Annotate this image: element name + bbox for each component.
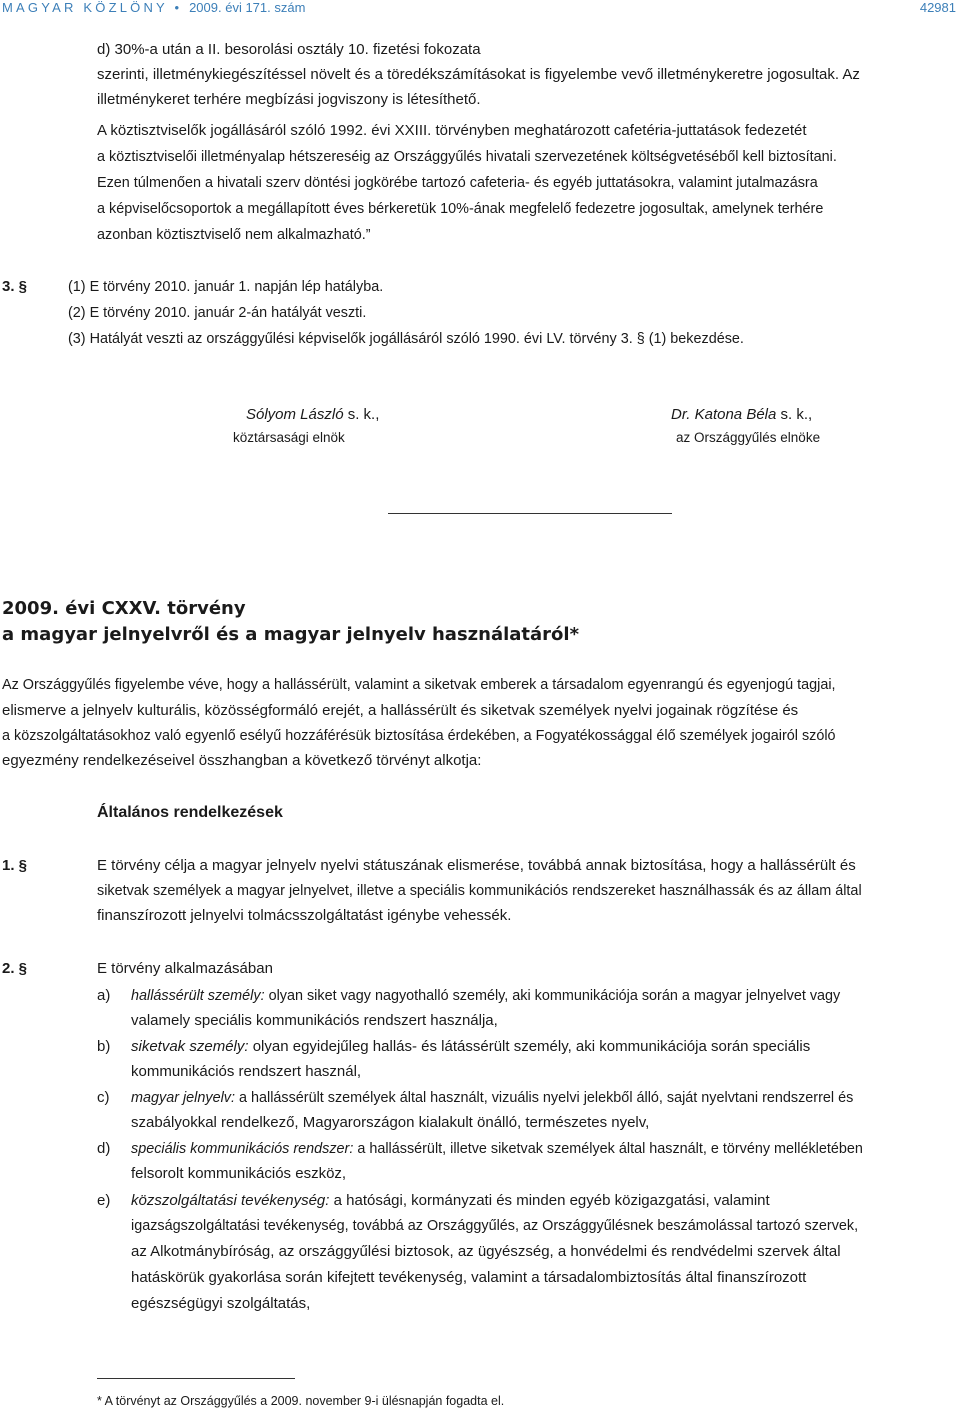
signatory-speaker-title: az Országgyűlés elnöke — [676, 430, 821, 445]
definition-line: felsorolt kommunikációs eszköz, — [131, 1165, 347, 1182]
definition-line — [131, 1137, 863, 1161]
definition-line: hatáskörük gyakorlása során kifejtett tevékenység, valamint a társadalombiztosítás által finanszírozott — [131, 1269, 807, 1286]
page-number: 42981 — [919, 0, 956, 15]
issue-number: 2009. évi 171. szám — [189, 0, 306, 15]
definition-line: egészségügyi szolgáltatás, — [131, 1295, 311, 1312]
benefits-line-1: Ezen túlmenően a hivatali szerv döntési jogkörébe tartozó cafeteria- és egyéb juttatásokra, valamint jutalmazásra — [97, 175, 818, 191]
definition-term: siketvak személy: — [131, 1038, 249, 1055]
signature-left — [246, 406, 379, 423]
section-1-line-3: finanszírozott jelnyelvi tolmácsszolgáltatást igénybe vehessék. — [97, 907, 512, 924]
signatory-speaker-suffix: s. k., — [776, 406, 813, 423]
cafeteria-line-2: a köztisztviselői illetményalap hétszereséig az Országgyűlés hivatali szervezetének költségvetéséből kell biztosítani. — [97, 149, 837, 165]
definition-term: közszolgáltatási tevékenység: — [131, 1192, 330, 1209]
section-3-para-2: (2) E törvény 2010. január 2-án hatályát veszti. — [68, 305, 367, 321]
running-header — [0, 0, 960, 22]
preamble-line-1: Az Országgyűlés figyelembe véve, hogy a hallássérült, valamint a siketvak emberek a társadalom egyenrangú és egyenjogú tagjai, — [2, 677, 836, 693]
section-2-intro: E törvény alkalmazásában — [97, 960, 273, 977]
definition-line — [131, 984, 840, 1008]
general-provisions-heading: Általános rendelkezések — [97, 804, 283, 821]
law-subtitle: a magyar jelnyelvről és a magyar jelnyelv használatáról* — [2, 624, 580, 645]
section-3-para-3: (3) Hatályát veszti az országgyűlési képviselők jogállásáról szóló 1990. évi LV. törvény 3. § (1) bekezdése. — [68, 331, 744, 347]
definition-line: valamely speciális kommunikációs rendszert használja, — [131, 1012, 498, 1029]
section-3-para-1: (1) E törvény 2010. január 1. napján lép hatályba. — [68, 279, 384, 295]
journal-header — [2, 0, 305, 15]
definition-line: igazságszolgáltatási tevékenység, továbbá az Országgyűlés, az Országgyűlésnek beszámolással tartozó szervek, — [131, 1218, 859, 1234]
signature-right — [671, 406, 812, 423]
definition-line: az Alkotmánybíróság, az országgyűlési biztosok, az ügyészség, a honvédelmi és rendvédelmi szervek által — [131, 1243, 841, 1260]
definition-letter: b) — [97, 1038, 111, 1055]
item-d-line-2: szerinti, illetménykiegészítéssel növelt és a töredékszámításokat is figyelembe vevő illetménykeretre jogosultak. Az — [97, 66, 860, 83]
signatory-president-title: köztársasági elnök — [233, 430, 345, 445]
footnote: * A törvényt az Országgyűlés a 2009. november 9-i ülésnapján fogadta el. — [97, 1394, 505, 1408]
separator-rule — [388, 513, 672, 514]
item-d-line-3: illetménykeret terhére megbízási jogviszony is létesíthető. — [97, 91, 481, 108]
section-1-number: 1. § — [2, 857, 28, 874]
definition-text: olyan siket vagy nagyothalló személy, aki kommunikációja során a magyar jelnyelvet vagy — [264, 988, 841, 1004]
definition-text: olyan egyidejűleg hallás- és látássérült személy, aki kommunikációja során speciális — [248, 1038, 811, 1055]
benefits-line-2: a képviselőcsoportok a megállapított éves bérkeretük 10%-ának megfelelő fedezetre jogosultak, amelynek terhére — [97, 201, 824, 217]
preamble-line-2: elismerve a jelnyelv kulturális, közösségformáló erejét, a hallássérült és siketvak személyek nyelvi jogainak rögzítése és — [2, 702, 799, 719]
signatory-speaker-name: Dr. Katona Béla — [671, 406, 777, 423]
definition-line: szabályokkal rendelkező, Magyarországon kialakult önálló, természetes nyelv, — [131, 1114, 650, 1131]
definition-term: hallássérült személy: — [131, 988, 265, 1004]
definition-term: magyar jelnyelv: — [131, 1090, 235, 1106]
definition-line — [131, 1086, 853, 1110]
definition-letter: c) — [97, 1089, 110, 1106]
signatory-president-name: Sólyom László — [246, 406, 344, 423]
definition-line: kommunikációs rendszert használ, — [131, 1063, 362, 1080]
preamble-line-4: egyezmény rendelkezéseivel összhangban a következő törvényt alkotja: — [2, 752, 482, 769]
benefits-line-3: azonban köztisztviselő nem alkalmazható.” — [97, 227, 371, 243]
bullet-icon: • — [174, 0, 183, 15]
footnote-rule — [97, 1378, 295, 1379]
journal-name: MAGYAR KÖZLÖNY — [2, 0, 168, 15]
section-1-line-2: siketvak személyek a magyar jelnyelvet, illetve a speciális kommunikációs rendszereket használhassák és az állam által — [97, 883, 862, 899]
definition-letter: a) — [97, 987, 111, 1004]
definition-line — [131, 1189, 770, 1213]
definition-text: a hallássérült személyek által használt, vizuális nyelvi jelekből álló, saját nyelvtani rendszerrel és — [234, 1090, 854, 1106]
definition-term: speciális kommunikációs rendszer: — [131, 1141, 354, 1157]
definition-letter: e) — [97, 1192, 111, 1209]
cafeteria-line-1: A köztisztviselők jogállásáról szóló 1992. évi XXIII. törvényben meghatározott cafetéria-juttatások fedezetét — [97, 122, 807, 139]
signatory-president-suffix: s. k., — [343, 406, 380, 423]
item-d-line-1: d) 30%-a után a II. besorolási osztály 10. fizetési fokozata — [97, 41, 481, 58]
section-2-number: 2. § — [2, 960, 28, 977]
definition-text: a hatósági, kormányzati és minden egyéb közigazgatási, valamint — [329, 1192, 770, 1209]
definition-line — [131, 1035, 810, 1059]
section-3-number: 3. § — [2, 278, 28, 295]
section-1-line-1: E törvény célja a magyar jelnyelv nyelvi státuszának elismerése, továbbá annak biztosítása, hogy a hallássérült és — [97, 857, 856, 874]
preamble-line-3: a közszolgáltatásokhoz való egyenlő esélyű hozzáférésük biztosítása érdekében, a Fogyatékossággal élő személyek jogairól szóló — [2, 728, 836, 744]
definition-text: a hallássérült, illetve siketvak személyek által használt, e törvény mellékletében — [353, 1141, 863, 1157]
definition-letter: d) — [97, 1140, 111, 1157]
law-title: 2009. évi CXXV. törvény — [2, 598, 246, 619]
